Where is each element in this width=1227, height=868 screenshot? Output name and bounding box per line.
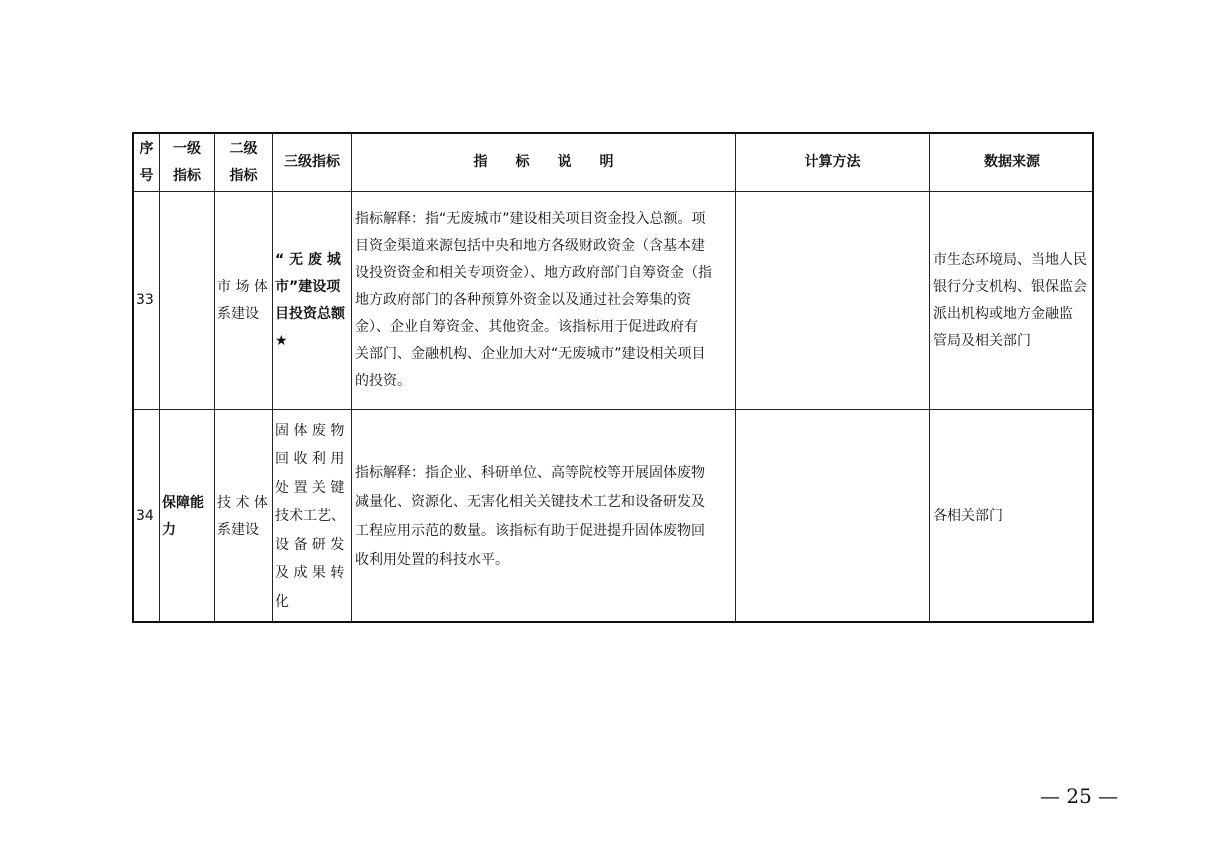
row-34-source [933,410,1095,623]
cell-text: 各相关部门 [933,508,1003,524]
header-no [134,134,159,191]
cell-text: 关部门、金融机构、企业加大对“无废城市”建设相关项目 [355,346,706,362]
cell-text: ★ [275,332,288,349]
row-34-level3 [275,410,351,623]
header-text: 一级 [173,140,201,157]
divider [214,134,215,621]
cell-text: 市生态环境局、当地人民 [933,251,1087,268]
cell-text: 收利用处置的科技水平。 [355,551,509,568]
cell-text: 系建设 [217,521,259,538]
cell-text: 34 [136,508,154,524]
header-text: 三级指标 [284,154,340,170]
cell-text: 33 [136,292,154,308]
header-text: 数据来源 [984,154,1040,170]
indicator-table [132,132,1094,623]
divider [159,134,160,621]
row-34-description [355,410,735,623]
cell-text: 技 术 体 [217,494,268,511]
cell-text: 设投资资金和相关专项资金）、地方政府部门自筹资金（指 [355,265,712,281]
cell-text: 及 成 果 转 [275,565,345,582]
header-description [352,134,735,191]
row-33-level3 [275,192,351,409]
divider [272,134,273,621]
cell-text: 地方政府部门的各种预算外资金以及通过社会筹集的资 [355,292,691,308]
cell-text: 减量化、资源化、无害化相关关键技术工艺和设备研发及 [355,493,705,510]
cell-text: 派出机构或地方金融监 [933,305,1073,322]
cell-text: 市”建设项 [275,278,341,295]
header-text: 计算方法 [804,154,861,170]
cell-text: 的投资。 [355,373,411,389]
cell-text: 技术工艺、 [275,508,345,525]
header-text: 二级 [229,140,258,157]
cell-text: 目投资总额 [275,305,345,322]
header-text: 序 [139,140,154,157]
page-number: — 25 — [1040,784,1119,808]
cell-text: 设 备 研 发 [275,536,345,553]
divider [351,134,352,621]
cell-text: 指标解释：指企业、科研单位、高等院校等开展固体废物 [355,464,705,481]
cell-text: 固 体 废 物 [275,422,345,439]
cell-text: 金）、企业自筹资金、其他资金。该指标用于促进政府有 [355,319,698,335]
cell-text: 处 置 关 键 [275,479,345,496]
header-level3 [273,134,351,191]
header-text: 指标 [173,167,201,184]
cell-text: 保障能 [162,494,204,511]
header-text: 指 标 说 明 [473,154,614,170]
row-33-level2 [217,192,272,409]
cell-text: 化 [275,593,289,610]
row-33-source [933,192,1095,409]
row-33-description [355,192,735,409]
header-text: 号 [139,167,154,184]
header-source [930,134,1094,191]
header-text: 指标 [229,167,258,184]
cell-text: 指标解释：指“无废城市”建设相关项目资金投入总额。项 [355,211,706,227]
row-34-level2 [217,410,272,623]
row-34-no [136,410,159,623]
header-method [736,134,929,191]
row-33-no [136,192,159,409]
cell-text: 系建设 [217,305,259,322]
cell-text: 目资金渠道来源包括中央和地方各级财政资金（含基本建 [355,238,705,254]
divider [929,134,930,621]
header-level2 [215,134,272,191]
cell-text: 管局及相关部门 [933,332,1031,349]
cell-text: “ 无 废 城 [275,251,341,268]
divider [735,134,736,621]
cell-text: 力 [162,521,176,538]
header-level1 [160,134,214,191]
row-34-level1 [162,410,214,623]
cell-text: 银行分支机构、银保监会 [933,278,1087,295]
cell-text: 回 收 利 用 [275,451,345,468]
cell-text: 市 场 体 [217,278,268,295]
cell-text: 工程应用示范的数量。该指标有助于促进提升固体废物回 [355,522,705,539]
